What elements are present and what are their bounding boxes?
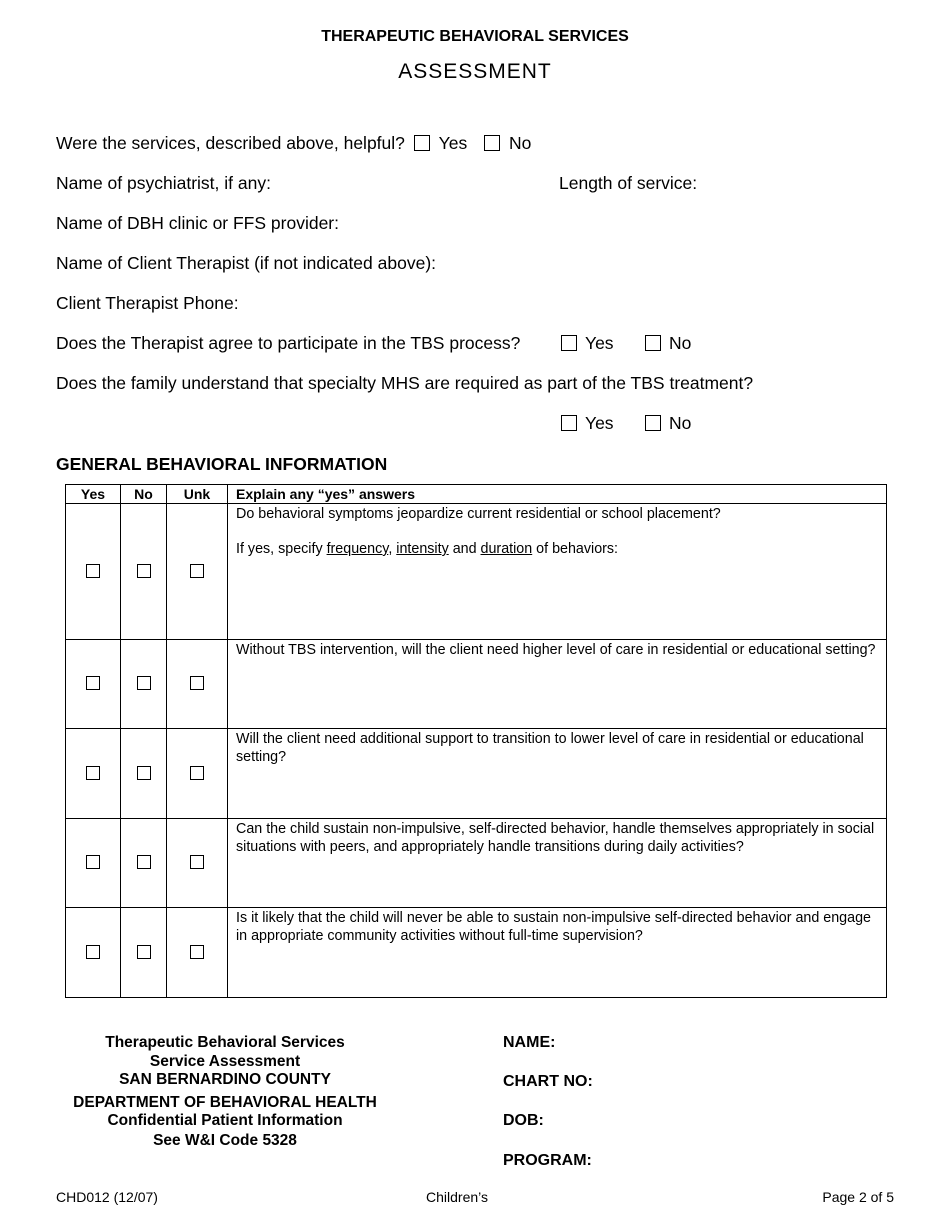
row5-yes-cell xyxy=(66,908,121,998)
helpful-yes-checkbox[interactable] xyxy=(414,135,430,151)
footer-org-line2: Service Assessment xyxy=(149,1053,301,1070)
family-understand-label: Does the family understand that specialty MHS are required as part of the TBS treatment? xyxy=(56,373,754,393)
therapist-agree-no-checkbox[interactable] xyxy=(645,335,661,351)
helpful-no-checkbox[interactable] xyxy=(484,135,500,151)
name-field-label: NAME: xyxy=(503,1034,556,1051)
row5-no-cell xyxy=(121,908,167,998)
row5-unk-cell xyxy=(167,908,228,998)
table-row xyxy=(66,908,887,998)
row1-intensity: intensity xyxy=(396,541,449,557)
therapist-agree-label: Does the Therapist agree to participate in the TBS process? xyxy=(56,333,521,353)
row4-unk-checkbox[interactable] xyxy=(190,855,204,869)
therapist-agree-no-label: No xyxy=(669,333,692,353)
family-understand-no-label: No xyxy=(669,413,692,433)
footer-org-line5: Confidential Patient Information xyxy=(107,1112,343,1129)
family-understand-no-checkbox[interactable] xyxy=(645,415,661,431)
row1-yes-cell xyxy=(66,504,121,640)
form-category: Children’s xyxy=(426,1189,488,1205)
row1-unk-cell xyxy=(167,504,228,640)
row1-frequency: frequency xyxy=(326,541,389,557)
clinic-label: Name of DBH clinic or FFS provider: xyxy=(56,213,339,233)
footer-org-line6: See W&I Code 5328 xyxy=(153,1132,297,1149)
row1-sep2: and xyxy=(448,541,481,557)
row2-no-checkbox[interactable] xyxy=(137,676,151,690)
program-field-label: PROGRAM: xyxy=(503,1152,592,1169)
helpful-yes-label: Yes xyxy=(438,133,468,153)
row4-explain-cell[interactable]: Can the child sustain non-impulsive, self-directed behavior, handle themselves appropriately in social situations with peers, and appropriately handle transitions during daily activities? xyxy=(228,819,887,908)
row4-yes-checkbox[interactable] xyxy=(86,855,100,869)
row2-yes-cell xyxy=(66,640,121,729)
footer-org-line4: DEPARTMENT OF BEHAVIORAL HEALTH xyxy=(73,1094,377,1111)
row5-unk-checkbox[interactable] xyxy=(190,945,204,959)
therapist-agree-yes-checkbox[interactable] xyxy=(561,335,577,351)
page-number: Page 2 of 5 xyxy=(822,1189,894,1205)
dob-field-label: DOB: xyxy=(503,1112,544,1129)
form-title: THERAPEUTIC BEHAVIORAL SERVICES xyxy=(321,28,629,45)
family-understand-yes-checkbox[interactable] xyxy=(561,415,577,431)
helpful-question xyxy=(56,133,531,154)
table-row xyxy=(66,504,887,640)
helpful-no-label: No xyxy=(508,133,532,153)
row2-unk-checkbox[interactable] xyxy=(190,676,204,690)
row2-explain-cell[interactable]: Without TBS intervention, will the client need higher level of care in residential or educational setting? xyxy=(228,640,887,729)
row3-yes-checkbox[interactable] xyxy=(86,766,100,780)
chart-no-field-label: CHART NO: xyxy=(503,1073,593,1090)
footer-org-line1: Therapeutic Behavioral Services xyxy=(105,1034,345,1051)
table-row xyxy=(66,640,887,729)
row4-no-cell xyxy=(121,819,167,908)
length-of-service-label: Length of service: xyxy=(559,173,698,193)
row3-unk-cell xyxy=(167,729,228,819)
row1-duration: duration xyxy=(480,541,533,557)
header-yes: Yes xyxy=(66,485,121,504)
row3-no-cell xyxy=(121,729,167,819)
section-title: GENERAL BEHAVIORAL INFORMATION xyxy=(56,454,388,474)
row1-specify xyxy=(236,540,878,558)
header-explain: Explain any “yes” answers xyxy=(228,485,887,504)
psychiatrist-label: Name of psychiatrist, if any: xyxy=(56,173,271,193)
row1-unk-checkbox[interactable] xyxy=(190,564,204,578)
row3-yes-cell xyxy=(66,729,121,819)
row3-explain-cell[interactable]: Will the client need additional support to transition to lower level of care in residential or educational setting? xyxy=(228,729,887,819)
row5-yes-checkbox[interactable] xyxy=(86,945,100,959)
row4-no-checkbox[interactable] xyxy=(137,855,151,869)
therapist-agree-yes-label: Yes xyxy=(585,333,614,353)
row3-unk-checkbox[interactable] xyxy=(190,766,204,780)
header-no: No xyxy=(121,485,167,504)
row5-explain-cell[interactable]: Is it likely that the child will never be able to sustain non-impulsive self-directed behavior and engage in appropriate community activities without full-time supervision? xyxy=(228,908,887,998)
row1-no-cell xyxy=(121,504,167,640)
row1-explain-cell[interactable] xyxy=(228,504,887,640)
form-code: CHD012 (12/07) xyxy=(56,1189,158,1205)
family-understand-yes-label: Yes xyxy=(585,413,614,433)
table-row xyxy=(66,729,887,819)
row1-sep1: , xyxy=(388,541,397,557)
row4-yes-cell xyxy=(66,819,121,908)
row1-prefix: If yes, specify xyxy=(236,541,327,557)
form-subtitle: ASSESSMENT xyxy=(398,60,552,83)
row3-no-checkbox[interactable] xyxy=(137,766,151,780)
table-header-row xyxy=(66,485,887,504)
footer-org-line3: SAN BERNARDINO COUNTY xyxy=(119,1071,331,1088)
therapist-label: Name of Client Therapist (if not indicated above): xyxy=(56,253,437,273)
therapist-phone-label: Client Therapist Phone: xyxy=(56,293,239,313)
row2-unk-cell xyxy=(167,640,228,729)
behavioral-table xyxy=(65,484,887,998)
row1-yes-checkbox[interactable] xyxy=(86,564,100,578)
row4-unk-cell xyxy=(167,819,228,908)
row1-question: Do behavioral symptoms jeopardize current residential or school placement? xyxy=(236,506,721,522)
row1-suffix: of behaviors: xyxy=(532,541,619,557)
row1-no-checkbox[interactable] xyxy=(137,564,151,578)
header-unk: Unk xyxy=(167,485,228,504)
table-row xyxy=(66,819,887,908)
row2-no-cell xyxy=(121,640,167,729)
row2-yes-checkbox[interactable] xyxy=(86,676,100,690)
row5-no-checkbox[interactable] xyxy=(137,945,151,959)
helpful-label: Were the services, described above, helpful? xyxy=(56,133,405,153)
